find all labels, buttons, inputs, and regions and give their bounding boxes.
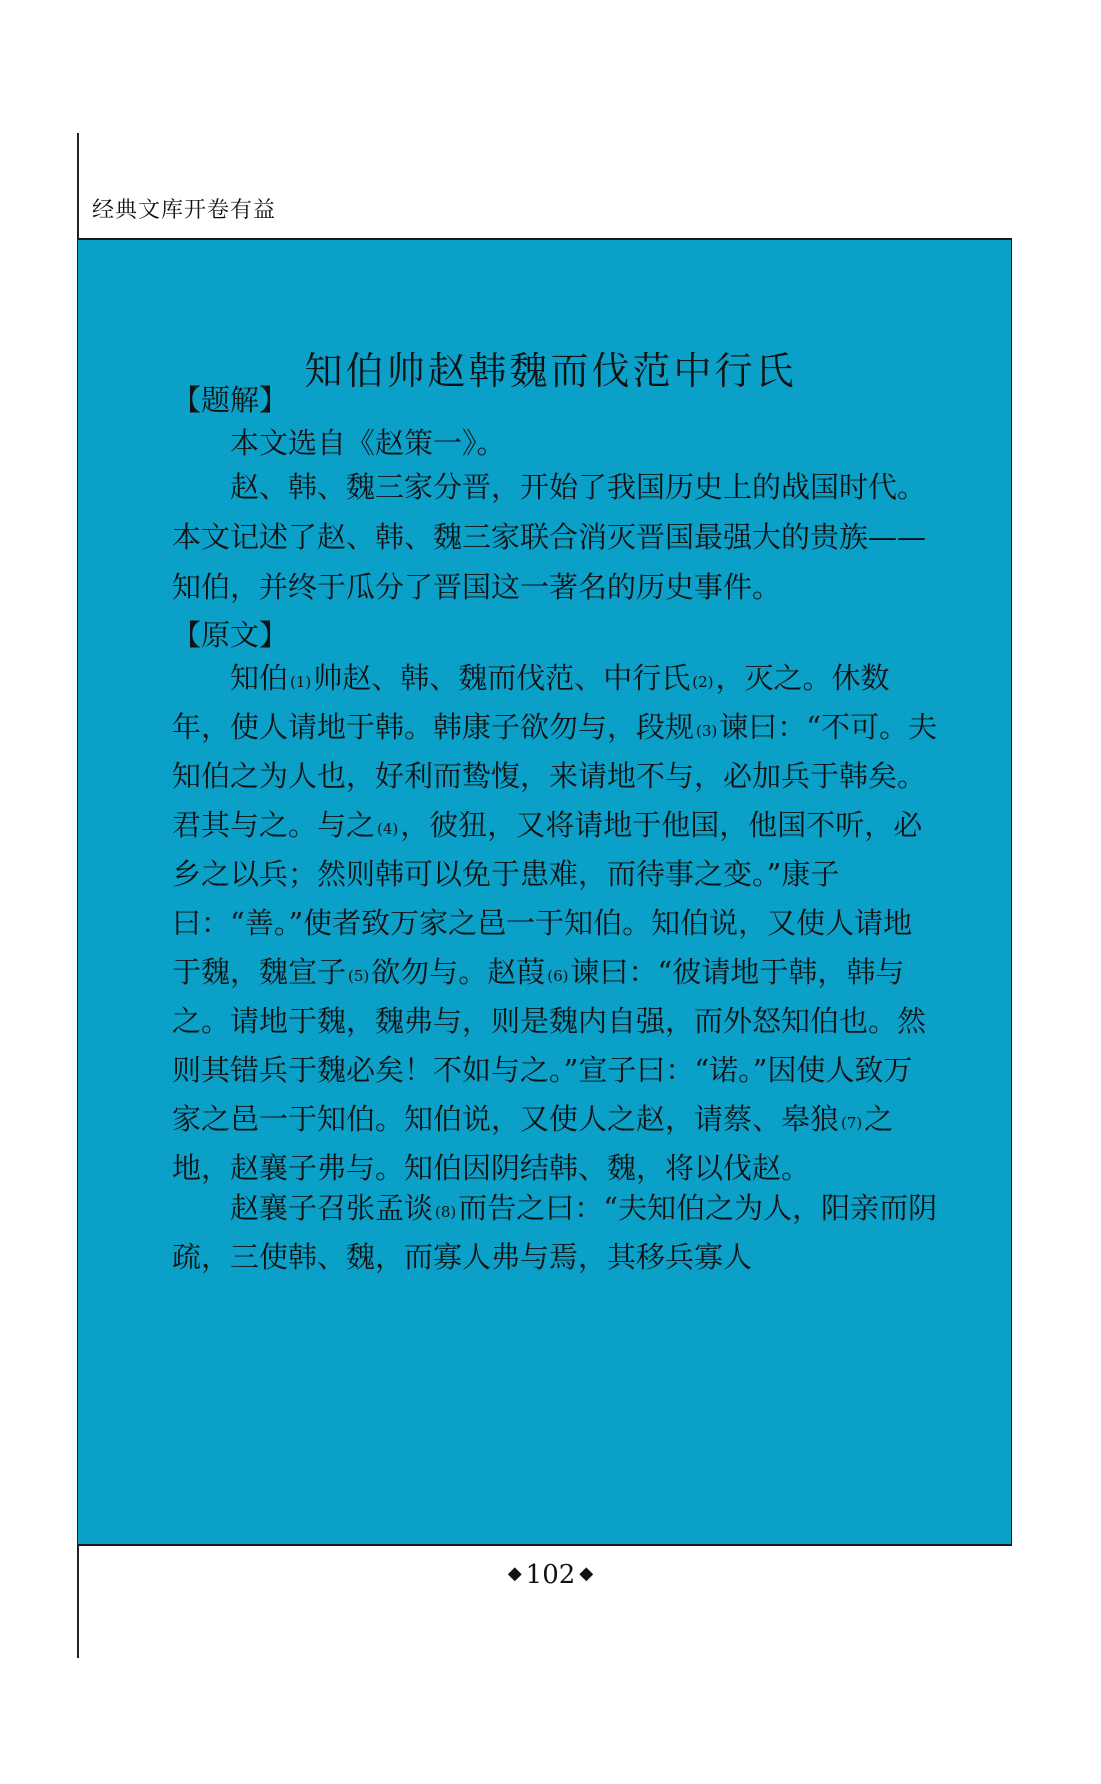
diamond-ornament-right: ◆ <box>579 1562 594 1584</box>
yuanwen-paragraph-2 <box>172 1184 940 1282</box>
section-heading-tijie: 【题解】 <box>172 383 289 417</box>
footnote-marker: (6) <box>547 967 569 985</box>
text-run: ，灭之。休数年，使人请地于韩。韩康子欲勿与，段规 <box>172 661 890 744</box>
section-heading-yuanwen: 【原文】 <box>172 618 289 652</box>
text-run: 赵襄子召张孟谈 <box>230 1191 434 1225</box>
text-run: 知伯 <box>230 661 289 695</box>
tijie-paragraph-2 <box>172 462 940 612</box>
footnote-marker: (7) <box>841 1114 863 1132</box>
footnote-marker: (1) <box>290 673 312 691</box>
yuanwen-paragraph-1 <box>172 654 940 1193</box>
text-run: 而告之曰：“夫知伯之为人，阳亲而阴疏，三使韩、魏，而寡人弗与焉，其移兵寡人 <box>172 1191 938 1274</box>
footnote-marker: (5) <box>348 967 370 985</box>
running-header: 经典文库开卷有益 <box>92 198 277 223</box>
article-title: 知伯帅赵韩魏而伐范中行氏 <box>304 349 797 393</box>
tijie-p2-text: 赵、韩、魏三家分晋，开始了我国历史上的战国时代。本文记述了赵、韩、魏三家联合消灭晋国最强大的贵族——知伯，并终于瓜分了晋国这一著名的历史事件。 <box>172 470 927 604</box>
footnote-marker: (4) <box>377 820 399 838</box>
text-run: 帅赵、韩、魏而伐范、中行氏 <box>313 661 691 695</box>
footnote-marker: (3) <box>696 722 718 740</box>
diamond-ornament-left: ◆ <box>507 1562 522 1584</box>
text-run: 之地，赵襄子弗与。知伯因阴结韩、魏，将以伐赵。 <box>172 1102 894 1185</box>
text-run: ，彼狃，又将请地于他国，他国不听，必乡之以兵；然则韩可以免于患难，而待事之变。”康子曰：“善。”使者致万家之邑一于知伯。知伯说，又使人请地于魏，魏宣子 <box>172 808 923 989</box>
footnote-marker: (8) <box>435 1203 457 1221</box>
page-footer <box>0 1560 1101 1590</box>
tijie-paragraph-1 <box>172 418 940 468</box>
tijie-p1-text: 本文选自《赵策一》。 <box>230 426 506 460</box>
footnote-marker: (2) <box>692 673 714 691</box>
text-run: 谏曰：“不可。夫知伯之为人也，好利而鸷愎，来请地不与，必加兵于韩矣。君其与之。与之 <box>172 710 938 842</box>
text-run: 谏曰：“彼请地于韩，韩与之。请地于魏，魏弗与，则是魏内自强，而外怒知伯也。然则其错兵于魏必矣！不如与之。”宣子曰：“诺。”因使人致万家之邑一于知伯。知伯说，又使人之赵，请蔡、皋狼 <box>172 955 927 1136</box>
page-number: 102 <box>525 1560 576 1590</box>
text-run: 欲勿与。赵葭 <box>371 955 546 989</box>
